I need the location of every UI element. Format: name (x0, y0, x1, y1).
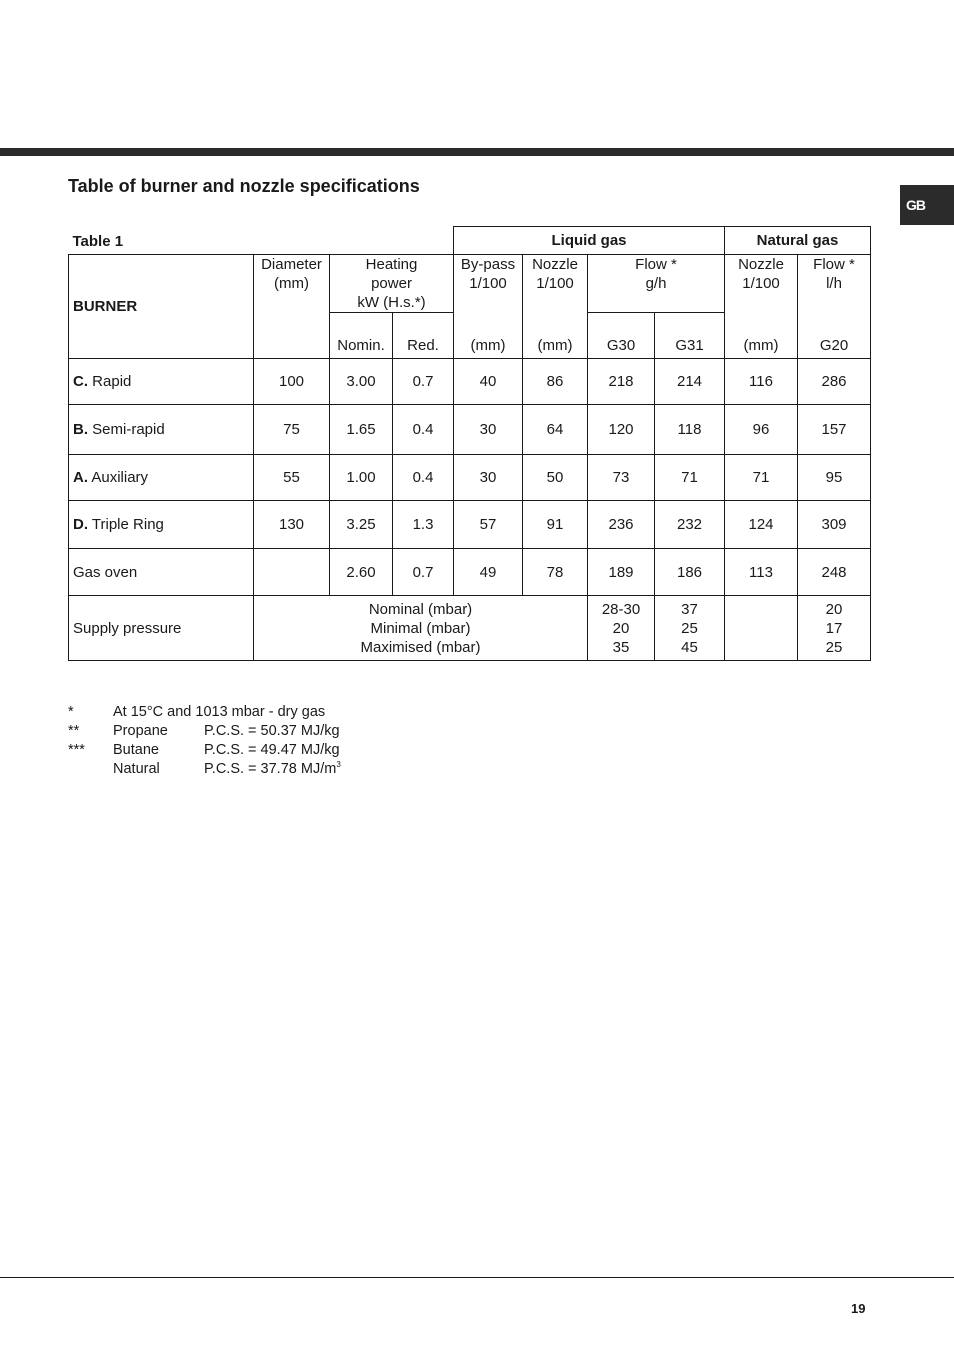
cell-nomin: 2.60 (330, 549, 393, 596)
cell-g31: 232 (655, 501, 725, 549)
page-number: 19 (851, 1301, 866, 1316)
cell-nozzle-natural: 116 (725, 359, 798, 405)
cell-red: 0.7 (393, 359, 454, 405)
header-g20: G20 (798, 313, 871, 359)
cell-nomin: 3.25 (330, 501, 393, 549)
cell-nozzle-natural: 96 (725, 405, 798, 455)
cell-g31: 71 (655, 455, 725, 501)
footnote-mark: *** (68, 742, 85, 758)
footnote-item (68, 741, 341, 760)
supply-g31: 37 25 45 (655, 596, 725, 661)
table-row (69, 455, 871, 501)
header-heating-power: Heating power kW (H.s.*) (330, 255, 454, 313)
cell-bypass: 40 (454, 359, 523, 405)
burner-spec-table (68, 226, 871, 661)
cell-nozzle: 78 (523, 549, 588, 596)
header-bypass-mm: (mm) (454, 313, 523, 359)
cell-g31: 118 (655, 405, 725, 455)
supply-pressure-row (69, 596, 871, 661)
burner-name: A. Auxiliary (69, 455, 254, 501)
cell-g20: 286 (798, 359, 871, 405)
table-row (69, 405, 871, 455)
cell-nozzle: 50 (523, 455, 588, 501)
cell-bypass: 49 (454, 549, 523, 596)
burner-name: B. Semi-rapid (69, 405, 254, 455)
language-tab: GB (900, 185, 954, 225)
cell-red: 0.4 (393, 455, 454, 501)
cell-nozzle: 64 (523, 405, 588, 455)
header-nozzle-natural: Nozzle 1/100 (725, 255, 798, 313)
group-liquid-gas: Liquid gas (454, 227, 725, 255)
footnote-item (68, 703, 341, 722)
cell-diameter: 55 (254, 455, 330, 501)
footnote-item (68, 722, 341, 741)
footer-divider (0, 1277, 954, 1278)
cell-diameter: 100 (254, 359, 330, 405)
cell-nomin: 3.00 (330, 359, 393, 405)
cell-nozzle: 91 (523, 501, 588, 549)
cell-nozzle-natural: 113 (725, 549, 798, 596)
table-row (69, 549, 871, 596)
footnote-gas: Butane (113, 742, 159, 758)
burner-name: D. Triple Ring (69, 501, 254, 549)
supply-pressure-types: Nominal (mbar) Minimal (mbar) Maximised (mbar) (254, 596, 588, 661)
cell-g30: 218 (588, 359, 655, 405)
footnotes (68, 703, 341, 779)
header-flow-natural: Flow * l/h (798, 255, 871, 313)
supply-g30: 28-30 20 35 (588, 596, 655, 661)
header-nozzle-liquid: Nozzle 1/100 (523, 255, 588, 313)
table-row (69, 501, 871, 549)
cell-g30: 189 (588, 549, 655, 596)
header-nomin: Nomin. (330, 313, 393, 359)
burner-name: C. Rapid (69, 359, 254, 405)
page-title: Table of burner and nozzle specifications (68, 176, 420, 196)
footnote-superscript: 3 (336, 760, 341, 770)
cell-red: 0.4 (393, 405, 454, 455)
cell-g30: 73 (588, 455, 655, 501)
cell-nomin: 1.65 (330, 405, 393, 455)
cell-red: 0.7 (393, 549, 454, 596)
footnote-item (68, 760, 341, 779)
header-burner: BURNER (69, 255, 254, 359)
header-diameter: Diameter (mm) (254, 255, 330, 313)
footnote-text: At 15°C and 1013 mbar - dry gas (113, 704, 326, 720)
footnote-value: P.C.S. = 49.47 MJ/kg (204, 742, 340, 758)
header-g31: G31 (655, 313, 725, 359)
cell-nozzle-natural: 71 (725, 455, 798, 501)
cell-diameter: 75 (254, 405, 330, 455)
header-red: Red. (393, 313, 454, 359)
table-caption: Table 1 (72, 233, 124, 250)
header-diameter-sub (254, 313, 330, 359)
cell-g20: 309 (798, 501, 871, 549)
cell-bypass: 30 (454, 405, 523, 455)
cell-bypass: 57 (454, 501, 523, 549)
cell-g20: 157 (798, 405, 871, 455)
cell-diameter (254, 549, 330, 596)
footnote-mark: ** (68, 723, 80, 739)
footnote-gas: Natural (113, 761, 160, 777)
footnote-value: P.C.S. = 37.78 $MJ/m^3$ (204, 760, 341, 777)
header-flow-liquid: Flow * g/h (588, 255, 725, 313)
cell-bypass: 30 (454, 455, 523, 501)
supply-pressure-label: Supply pressure (69, 596, 254, 661)
cell-red: 1.3 (393, 501, 454, 549)
cell-diameter: 130 (254, 501, 330, 549)
header-nozzle-natural-mm: (mm) (725, 313, 798, 359)
cell-nomin: 1.00 (330, 455, 393, 501)
supply-g20: 20 17 25 (798, 596, 871, 661)
footnote-value: P.C.S. = 50.37 MJ/kg (204, 723, 340, 739)
cell-g31: 214 (655, 359, 725, 405)
cell-nozzle-natural: 124 (725, 501, 798, 549)
cell-g20: 95 (798, 455, 871, 501)
cell-nozzle: 86 (523, 359, 588, 405)
table-row (69, 359, 871, 405)
footnote-mark: * (68, 704, 74, 720)
cell-g20: 248 (798, 549, 871, 596)
cell-g31: 186 (655, 549, 725, 596)
header-bar (0, 148, 954, 156)
group-natural-gas: Natural gas (725, 227, 871, 255)
cell-g30: 120 (588, 405, 655, 455)
header-nozzle-mm: (mm) (523, 313, 588, 359)
cell-g30: 236 (588, 501, 655, 549)
burner-name: Gas oven (69, 549, 254, 596)
header-g30: G30 (588, 313, 655, 359)
footnote-gas: Propane (113, 723, 168, 739)
footnote-mark (68, 760, 113, 779)
supply-empty (725, 596, 798, 661)
header-bypass: By-pass 1/100 (454, 255, 523, 313)
